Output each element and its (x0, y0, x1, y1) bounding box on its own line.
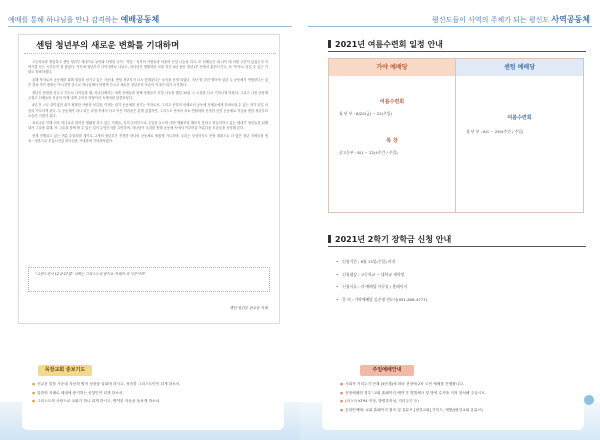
bullet-bar (328, 235, 331, 243)
worship-label: 주일예배안내 (360, 365, 414, 376)
list-item: • 신청서류 : 각 예배당 사무실 / 홈페이지 (336, 281, 427, 294)
list-item: • 신청대상 : 고등학교 ~ 대학교 재학생 (336, 269, 427, 282)
worship-list (340, 380, 590, 414)
summer-title-text: 2021년 여름수련회 일정 안내 (335, 40, 443, 49)
paragraph: 현재 진행되고 있는 여름 수련회를 계기로, 2개의 청년부가 진정한 하나의 공동체로 새롭게 기도하며, 우리는 상상하지도 못할 계획으로 더 많은 청년 지체들을 영육・영혼으로 부흥시키실 하나님을 기대하며 기다려야겠다. (28, 134, 268, 144)
left-header-bold: 예배공동체 (120, 15, 160, 24)
section-rule (328, 246, 586, 247)
list-item: ● 사회적 거리두기 단계 (5단계)에 따라 현장에 2차 도민 예배를 진행합니다. (340, 380, 590, 389)
list-item: • 문 의 : 가야예배당 김순명 전도사(051-808-4777) (336, 294, 427, 307)
scholarship-title (328, 234, 451, 245)
paragraph: 4년 전 스무 살이었던 내가 평범한 사람과 섬김을, 이제는 내가 공동체를 섬기는 목자로서, 그리고 신앙의 선배로서 공동체 지체들에게 흘려보낼 수 있는 자가 되길 마음의 기도하게 된다. 두 공동체가 하나 되는 과정 속에서 다고 작은 어려움은 분명 있겠지만, 그리스도 안에서 서로 연합하며 진정한 신앙 공동체로 거듭날 센텀 청년부의 모습이 기대가 된다. (28, 103, 268, 118)
event-name: 여름수련회 (507, 115, 532, 121)
greeting-title: 센텀 청년부의 새로운 변화를 기대하며 (36, 41, 180, 51)
event-date: 중고등부 : 8/1 ~ 22(4주간 / 주일) (339, 150, 398, 155)
centum-header: 센텀 예배당 (456, 59, 583, 76)
list-item: • 신청기간 : 8월 15일(주일) 까지 (336, 256, 427, 269)
left-header-text: 예배를 통해 하나님을 만나 감격하는 (8, 16, 119, 24)
scholarship-list (336, 256, 427, 306)
bullet-bar (328, 40, 331, 48)
gaya-header: 가야 예배당 (329, 59, 455, 76)
scholarship-title-text: 2021년 2학기 장학금 신청 안내 (335, 235, 452, 244)
header-divider (308, 26, 592, 27)
list-item: ● 온라인예배: 교회 홈페이지 접속 및 유튜브 [평강교회] 가이드, 예방/[평강교회 유튜브] (340, 406, 590, 415)
list-item: ● 선교문 말씀 가운데 자신의 영적 성장을 살피며 하시고, 성숙한 그리스도인이 되게 하소서. (32, 380, 272, 389)
list-item: ● 그리스도의 사랑으로 교회가 하나 되게 하시고, 연약한 자들을 돌보게 하소서. (32, 397, 272, 406)
list-item: ● 현장예배의 경우 '교회 홈페이지 예약 후 발열체크 및 방역 수칙을 지켜 참석해 주십시오. (340, 389, 590, 398)
paragraph: 청년부 통합을 앞두고 기도로 나아갔을 때, 하나님께서는 내게 선배들과 형제·자매들이 신앙 나눔을 했던 20살 그 시절을 다시 기억나게 하셨다. 그리고 나를 사용해 주셨고 선배들의 모습이 이제 내게 주어진 역할이라 숙제처럼 말씀하셨다. (28, 90, 268, 100)
prayer-label: 목장교회 중보기도 (38, 365, 92, 376)
signature: 센텀 청년부 편요한 지체 (229, 306, 268, 310)
title-divider (24, 53, 276, 54)
right-header (432, 14, 590, 25)
left-header (8, 14, 159, 25)
paragraph: 코로나로 인해 더욱 하나님과 멀어진 생활을 하고 있는 지체들, 특히 온라인으로 주일을 들으며 대학 생활조차 해보지 못하고 힘들어하고 있는 새내기 청년들을 위해 내가 그들을 위해, 또 그들과 함께 할 수 있는 일이 무엇인지를 고민하며, 하나님이 우리를 통해 공동체 속에서 이루어갈 아름다운 모습들을 상상해 본다. (28, 121, 268, 131)
paragraph: 고등학교를 졸업하고 센텀 청년부 새내기로 들어와 다양한 나이・직업・성격의 사람들과 어울려 신앙 나눔을 하고, 또 선배들은 내 나이 때 어떤 고민이 있었는지 이야기를 듣는 시간들이 참 좋았다. 이후에 청년부가 나이대별로 나뉘고, 하나님은 방황하던 나를 지난 4년 동안 청년1부 안에서 훈련시키고, 또 '목자'로 섬길 수 있는 기회도 허락하셨다. (28, 60, 268, 75)
list-item: ● (마스크 KF94 이상, 방명록작성, 거리두기 등) (340, 397, 590, 406)
centum-column (456, 59, 583, 212)
right-header-bold: 사역공동체 (551, 15, 590, 24)
event-name: 여름수련회 (379, 99, 405, 105)
gaya-column (329, 59, 456, 212)
event-date: 청 년 부 : 8/1 ~ 29(5주간 / 주일) (466, 129, 524, 134)
decoration-icon (584, 395, 594, 405)
paragraph: 올해 목자로서 공동체를 위해 열심히 섬기고 있는 가운데, 센텀 청년부가 다시 통합된다는 소식을 듣게 되었다. 지난 몇 년간 떨어져 있던 두 공동체가 연합한다는 것은 결코 작은 변화는 아니지만 앞으로 하나님께서 어떻게 가시고 새로운 청년부의 모습이 기대가 되기 시작했다. (28, 77, 268, 87)
list-item: ● 말씀의 지배로 세대에 증거하는 신앙인이 되게 하소서. (32, 389, 272, 398)
header-divider (8, 26, 292, 27)
greeting-body (28, 60, 268, 147)
event-date: 청 년 부 : 8/20(금) ~ 22(주일) (339, 111, 392, 116)
event-name: 특 강 (386, 138, 398, 144)
summer-title (328, 39, 443, 50)
scripture-quote: "고린도전서 12장 27절" 너희는 그리스도의 몸이요 지체의 각 부분이라" (28, 267, 270, 292)
section-rule (328, 51, 586, 52)
schedule-table (328, 58, 584, 213)
right-header-text: 평신도들이 사역의 주체가 되는 평신도 (432, 16, 550, 24)
prayer-list (32, 380, 272, 406)
